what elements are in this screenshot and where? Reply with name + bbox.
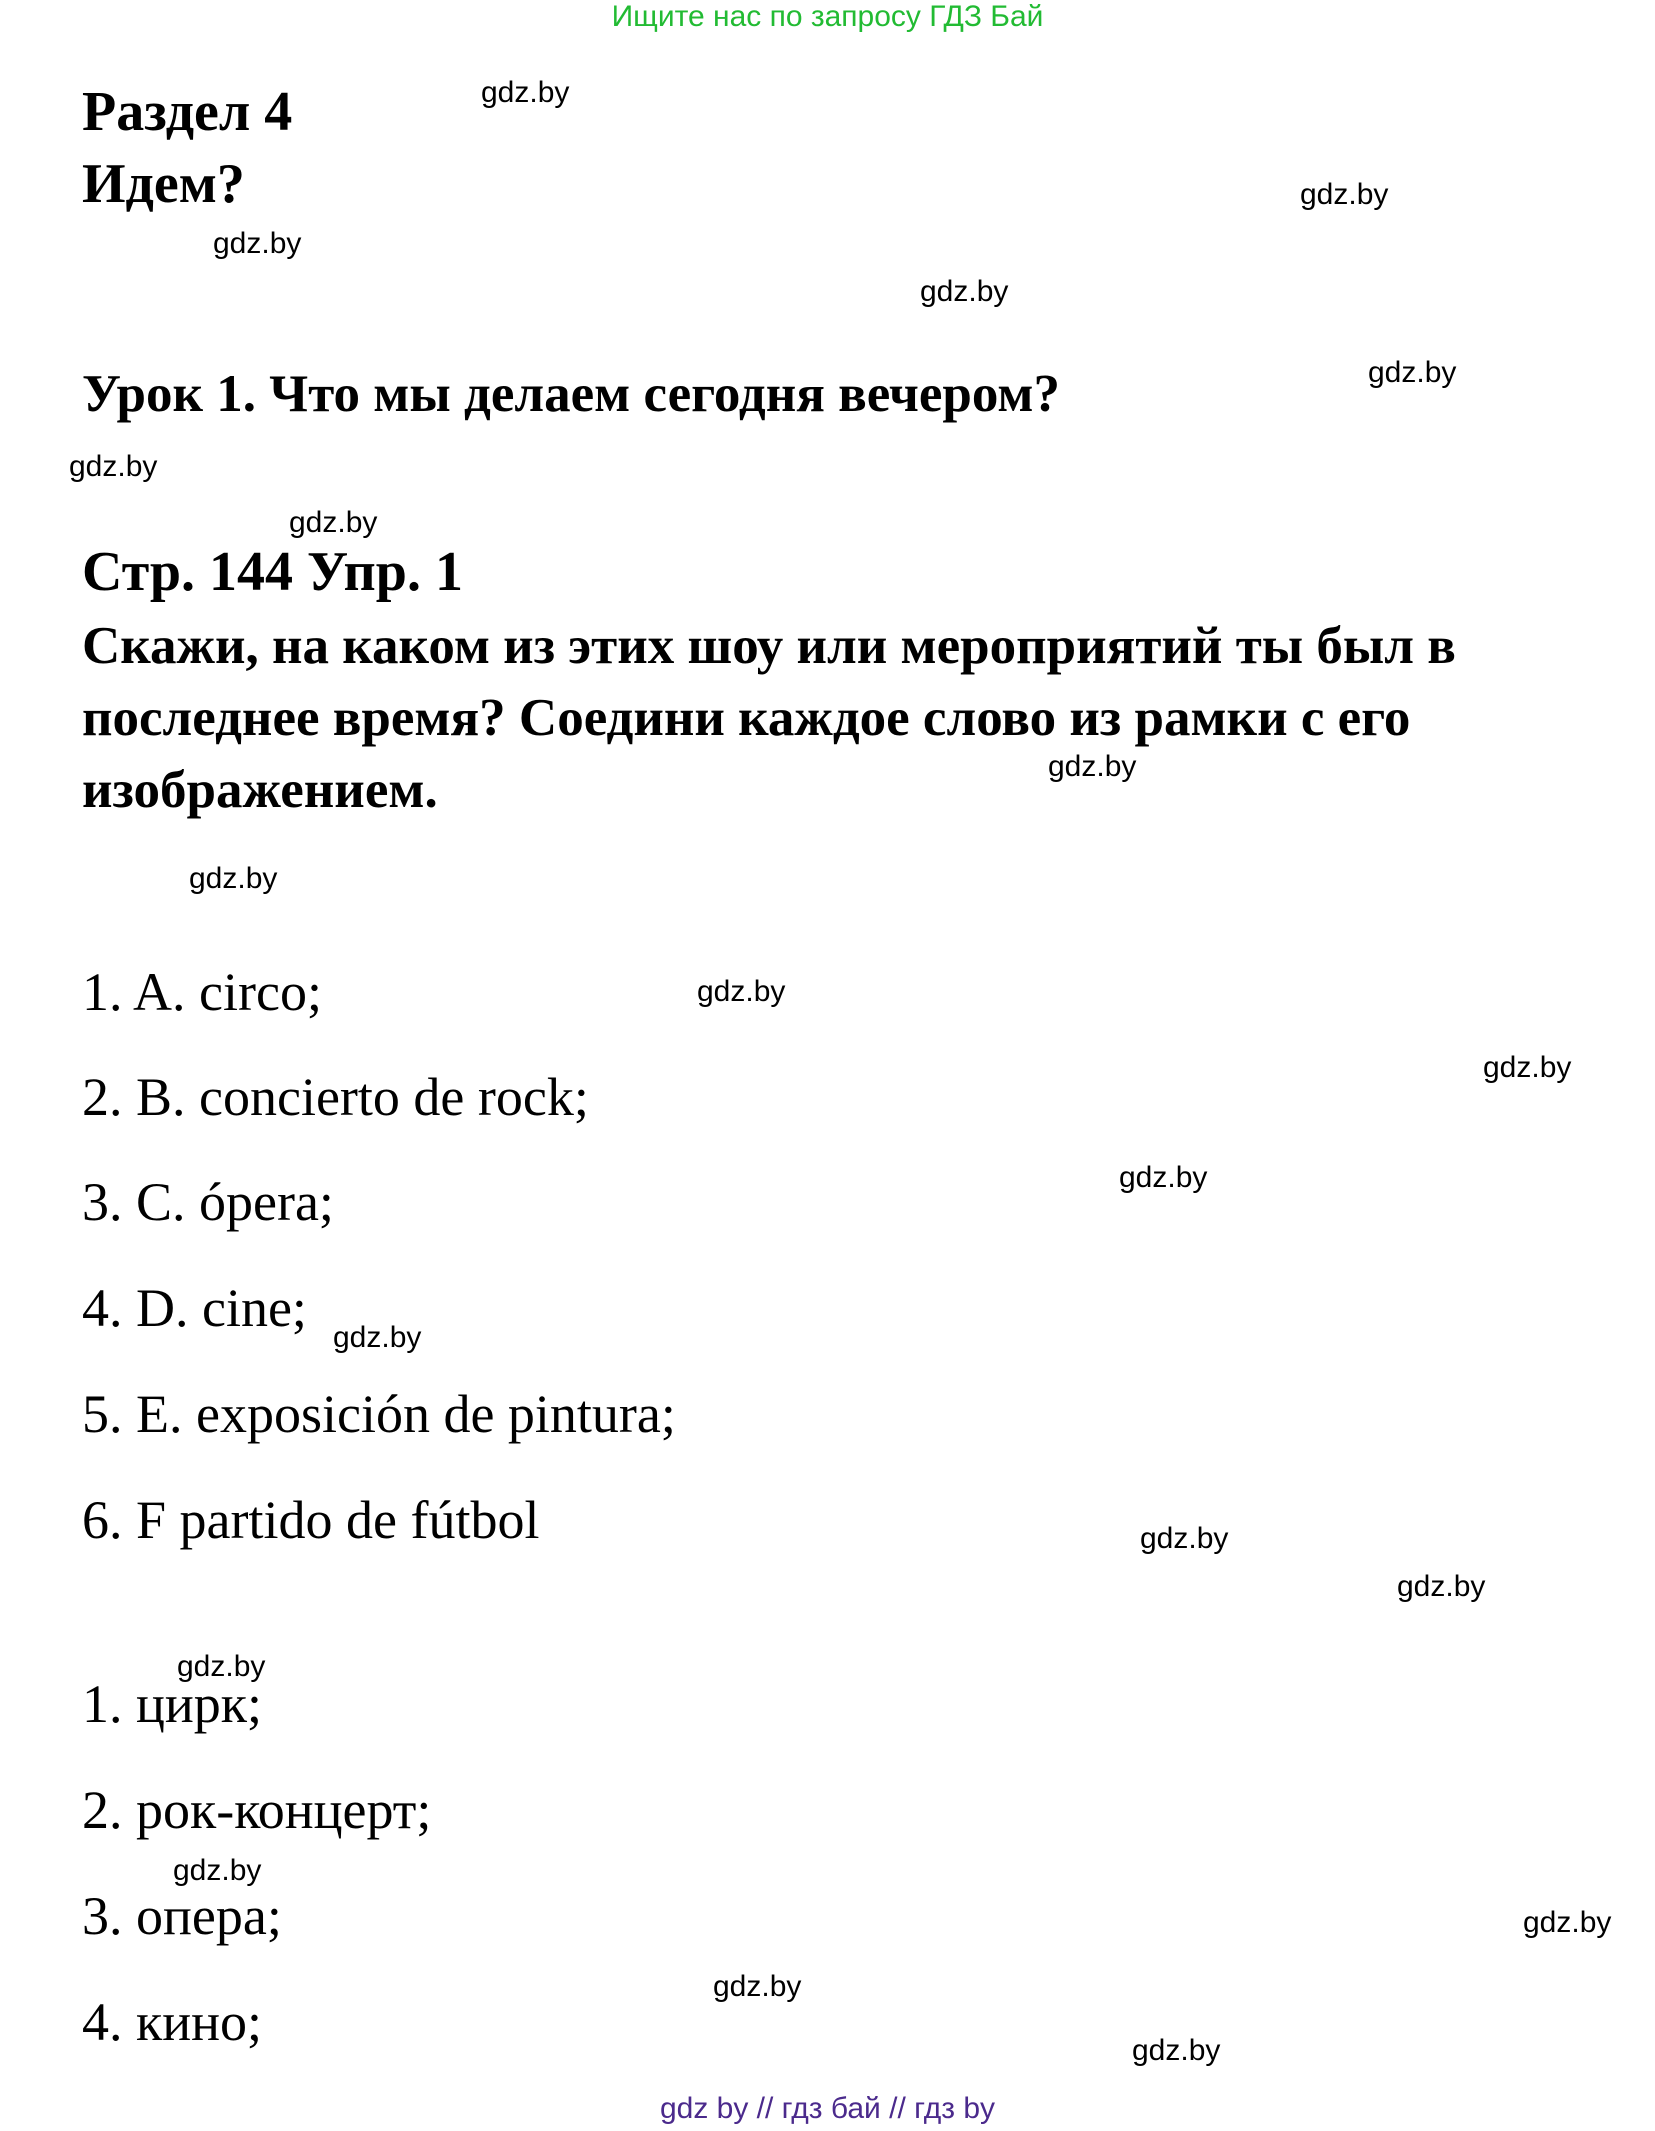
lesson-title: Урок 1. Что мы делаем сегодня вечером?	[82, 365, 1060, 423]
watermark: gdz.by	[1523, 1906, 1612, 1939]
watermark: gdz.by	[189, 862, 278, 895]
watermark: gdz.by	[1300, 178, 1389, 211]
subsection-title: Идем?	[82, 153, 245, 215]
list-item: 4. кино;	[82, 1992, 263, 2052]
list-item: 3. C. ópera;	[82, 1172, 334, 1232]
watermark: gdz.by	[1119, 1161, 1208, 1194]
page-exercise-reference: Стр. 144 Упр. 1	[82, 541, 463, 603]
watermark: gdz.by	[920, 275, 1009, 308]
watermark: gdz.by	[1397, 1570, 1486, 1603]
watermark: gdz.by	[1368, 356, 1457, 389]
watermark: gdz.by	[289, 506, 378, 539]
watermark: gdz.by	[1048, 750, 1137, 783]
watermark: gdz.by	[333, 1321, 422, 1354]
watermark: gdz.by	[713, 1970, 802, 2003]
list-item: 2. B. concierto de rock;	[82, 1067, 589, 1127]
watermark: gdz.by	[1483, 1051, 1572, 1084]
list-item: 2. рок-концерт;	[82, 1780, 432, 1840]
top-search-banner: Ищите нас по запросу ГДЗ Бай	[611, 0, 1044, 33]
watermark: gdz.by	[69, 450, 158, 483]
list-item: 6. F partido de fútbol	[82, 1490, 540, 1550]
watermark: gdz.by	[213, 227, 302, 260]
list-item: 1. цирк;	[82, 1674, 263, 1734]
footer-watermark: gdz by // гдз бай // гдз by	[659, 2092, 996, 2125]
list-item: 5. E. exposición de pintura;	[82, 1384, 676, 1444]
task-text: Скажи, на каком из этих шоу или мероприятий ты был в последнее время? Соедини каждое слово из рамки с его изображением.	[82, 617, 1456, 819]
watermark: gdz.by	[697, 975, 786, 1008]
watermark: gdz.by	[481, 76, 570, 109]
watermark: gdz.by	[173, 1854, 262, 1887]
watermark: gdz.by	[177, 1650, 266, 1683]
section-title: Раздел 4	[82, 81, 293, 143]
watermark: gdz.by	[1132, 2034, 1221, 2067]
list-item: 4. D. cine;	[82, 1278, 307, 1338]
list-item: 3. опера;	[82, 1886, 282, 1946]
list-item: 1. A. circo;	[82, 962, 322, 1022]
watermark: gdz.by	[1140, 1522, 1229, 1555]
